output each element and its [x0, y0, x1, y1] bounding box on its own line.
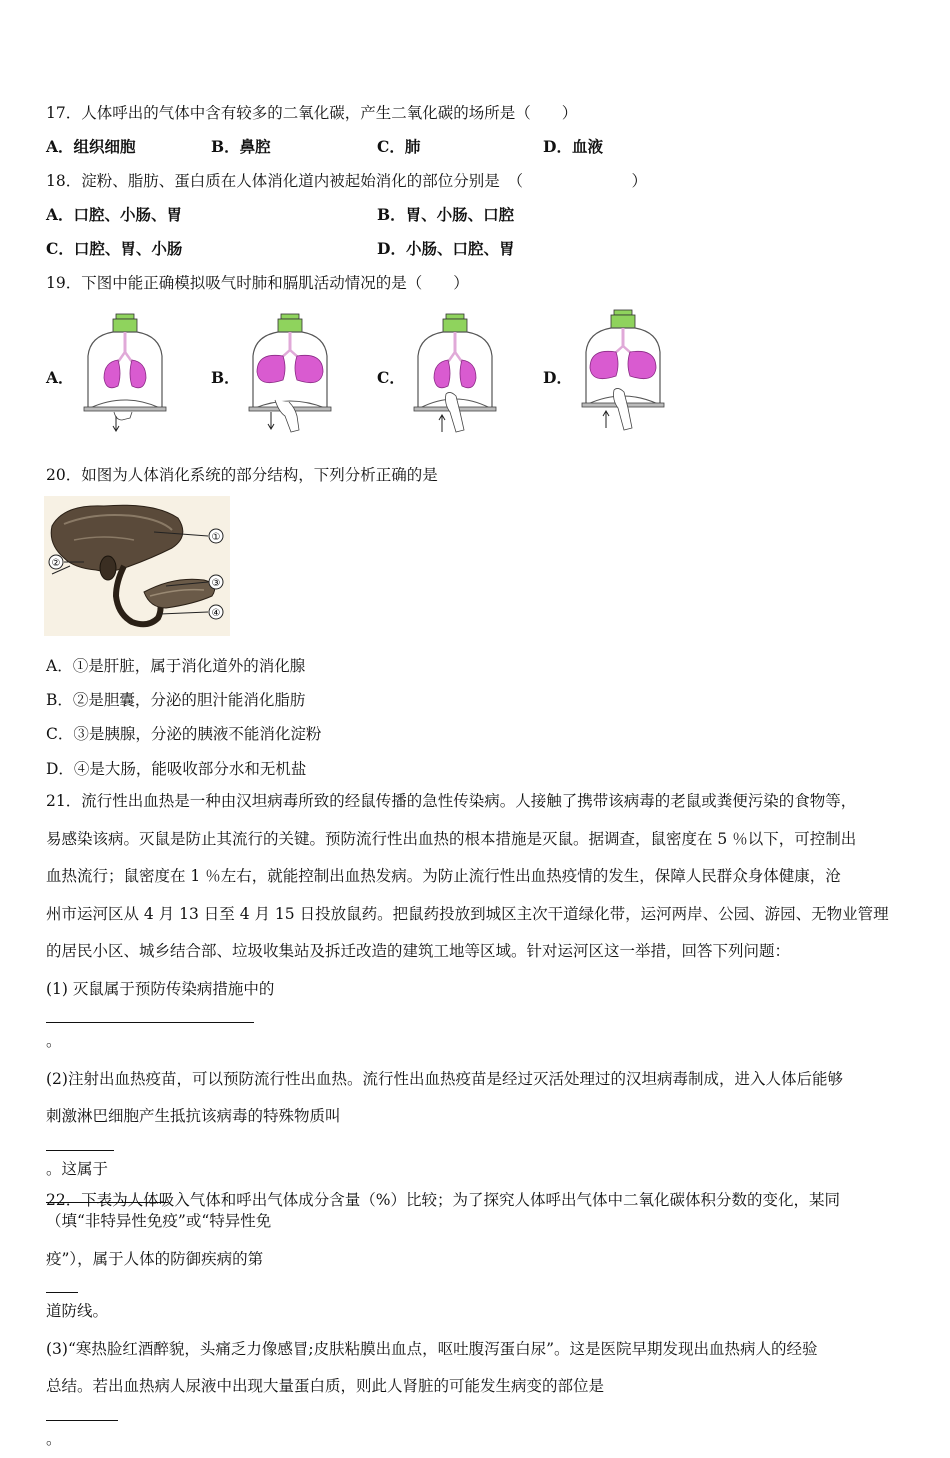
q21-line-2: 易感染该病。灭鼠是防止其流行的关键。预防流行性出血热的根本措施是灭鼠。据调查，鼠密度在 5 ％以下，可控制出	[46, 829, 857, 848]
digestive-organs-diagram	[44, 496, 230, 636]
q21-sub3-line-1: (3)“寒热脸红酒醉貌，头痛乏力像感冒;皮肤粘膜出血点，呕吐腹泻蛋白尿”。这是医院早期发现出血热病人的经验	[46, 1339, 818, 1358]
q18-option-a: A．口腔、小肠、胃	[46, 205, 183, 224]
q20-option-c: C．③是胰腺，分泌的胰液不能消化淀粉	[46, 725, 322, 743]
marker-2: ②	[51, 558, 61, 569]
marker-1: ①	[211, 532, 221, 543]
q20-option-a: A．①是肝脏，属于消化道外的消化腺	[46, 657, 306, 675]
q21-sub2-line-2: 刺激淋巴细胞产生抵抗该病毒的特殊物质叫 。这属于 （填“非特异性免疫”或“特异性免	[46, 1107, 341, 1230]
marker-4: ④	[211, 608, 221, 619]
answer-blank-5[interactable]	[46, 1406, 118, 1421]
q17-option-b: B．鼻腔	[211, 137, 271, 156]
q20-option-d: D．④是大肠，能吸收部分水和无机盐	[46, 760, 307, 778]
bell-jar-diagram-d	[578, 308, 668, 432]
answer-blank-4[interactable]	[46, 1278, 78, 1293]
q21-sub2-line-3: 疫”），属于人体的防御疾病的第 道防线。	[46, 1249, 264, 1320]
marker-3: ③	[211, 578, 221, 589]
q17-option-a: A．组织细胞	[46, 137, 136, 156]
answer-blank-1[interactable]	[46, 1008, 254, 1023]
q19-label-c: C．	[377, 368, 405, 387]
q21-line-1: 21．流行性出血热是一种由汉坦病毒所致的经鼠传播的急性传染病。人接触了携带该病毒的老鼠或粪便污染的食物等，	[46, 792, 857, 810]
q22-stem: 22．下表为人体吸入气体和呼出气体成分含量（%）比较；为了探究人体呼出气体中二氧化碳体积分数的变化，某同	[46, 1191, 840, 1209]
q20-option-b: B．②是胆囊，分泌的胆汁能消化脂肪	[46, 691, 306, 709]
bell-jar-diagram-a	[80, 312, 170, 434]
q17-stem: 17．人体呼出的气体中含有较多的二氧化碳，产生二氧化碳的场所是（ ）	[46, 104, 578, 122]
q18-stem: 18．淀粉、脂肪、蛋白质在人体消化道内被起始消化的部位分别是 （ ）	[46, 172, 647, 190]
q19-label-d: D．	[543, 368, 572, 387]
q20-stem: 20．如图为人体消化系统的部分结构，下列分析正确的是	[46, 466, 438, 484]
answer-blank-2[interactable]	[46, 1136, 114, 1151]
q21-line-5: 的居民小区、城乡结合部、垃圾收集站及拆迁改造的建筑工地等区域。针对运河区这一举措，回答下列问题：	[46, 942, 791, 960]
q18-option-c: C．口腔、胃、小肠	[46, 239, 183, 258]
q17-option-d: D．血液	[543, 137, 603, 156]
q18-option-b: B．胃、小肠、口腔	[377, 205, 515, 224]
q21-sub2-line-1: (2)注射出血热疫苗，可以预防流行性出血热。流行性出血热疫苗是经过灭活处理过的汉坦病毒制成，进入人体后能够	[46, 1069, 843, 1088]
q19-label-b: B．	[211, 368, 240, 387]
q19-stem: 19．下图中能正确模拟吸气时肺和膈肌活动情况的是（ ）	[46, 274, 469, 292]
q21-sub3-line-2: 总结。若出血热病人尿液中出现大量蛋白质，则此人肾脏的可能发生病变的部位是 。	[46, 1377, 605, 1448]
q18-option-d: D．小肠、口腔、胃	[377, 239, 515, 258]
q21-line-3: 血热流行；鼠密度在 1 ％左右，就能控制出血热发病。为防止流行性出血热疫情的发生，保障人民群众身体健康，沧	[46, 867, 841, 885]
bell-jar-diagram-b	[245, 312, 335, 434]
q21-paragraph	[46, 783, 908, 1458]
q21-line-4: 州市运河区从 4 月 13 日至 4 月 15 日投放鼠药。把鼠药投放到城区主次干道绿化带，运河两岸、公园、游园、无物业管理	[46, 904, 889, 923]
bell-jar-diagram-c	[410, 312, 500, 434]
q19-label-a: A．	[46, 368, 74, 387]
q21-sub1: (1) 灭鼠属于预防传染病措施中的 。	[46, 979, 275, 1050]
q17-option-c: C．肺	[377, 137, 421, 156]
